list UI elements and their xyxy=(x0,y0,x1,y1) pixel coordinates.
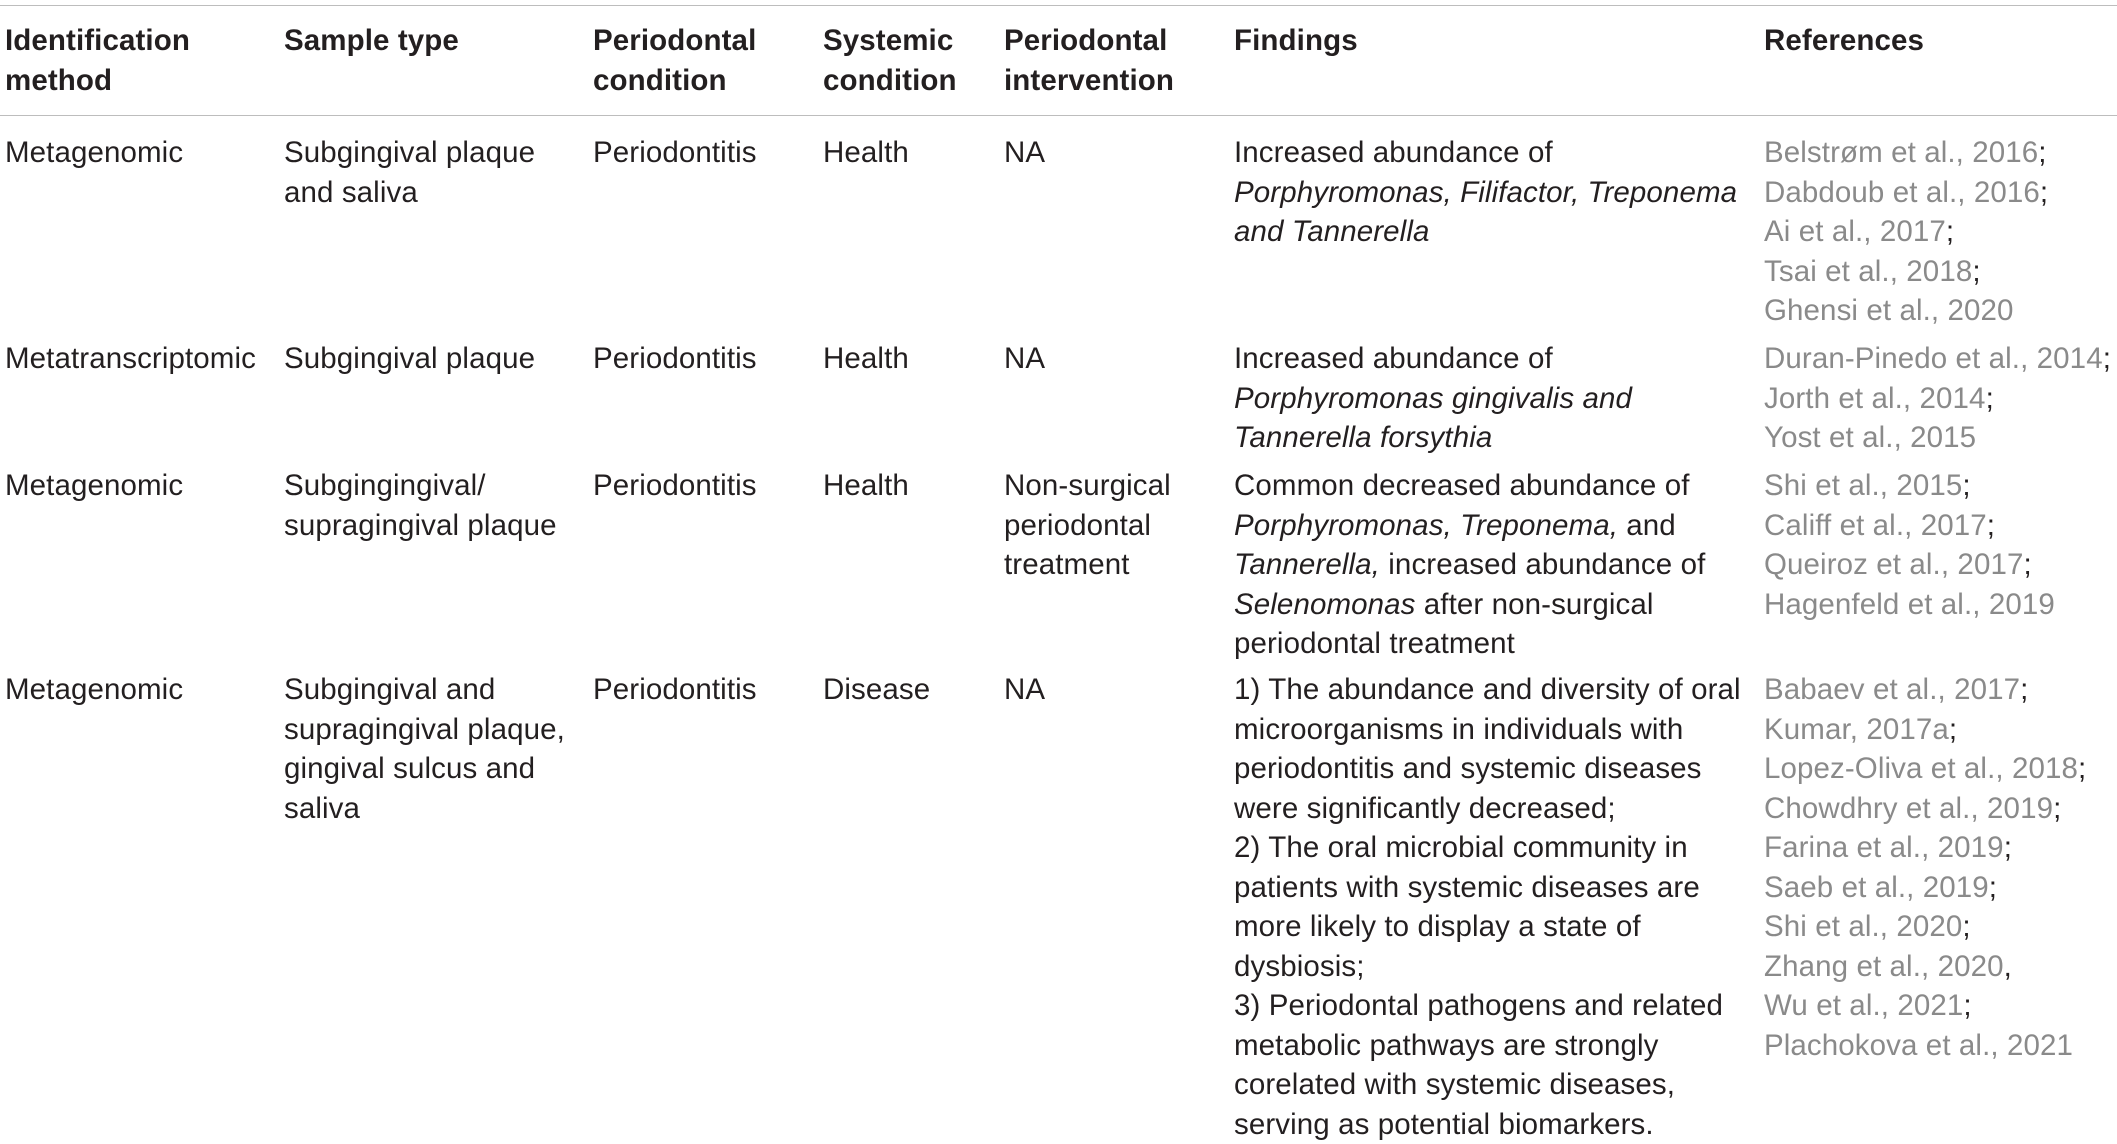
findings-line xyxy=(1234,986,1741,1026)
cell-references xyxy=(1764,466,2055,624)
findings-text: after non-surgical xyxy=(1416,588,1654,621)
cell-line: gingival sulcus and xyxy=(284,749,565,789)
findings-line xyxy=(1234,1065,1741,1105)
reference-link[interactable]: Queiroz et al., 2017 xyxy=(1764,548,2023,581)
reference-separator: ; xyxy=(1986,382,1994,415)
cell-references xyxy=(1764,670,2086,1065)
findings-line xyxy=(1234,624,1705,664)
findings-text: more likely to display a state of xyxy=(1234,910,1641,943)
reference-line xyxy=(1764,506,2055,546)
cell-systemic-condition xyxy=(823,670,930,710)
reference-line xyxy=(1764,947,2086,987)
cell-line: supragingival plaque, xyxy=(284,710,565,750)
cell-method xyxy=(5,339,256,379)
reference-link[interactable]: Kumar, 2017a xyxy=(1764,713,1949,746)
table-header-rule xyxy=(0,115,2117,116)
column-header-refs xyxy=(1764,21,1924,61)
reference-link[interactable]: Tsai et al., 2018 xyxy=(1764,255,1972,288)
findings-line xyxy=(1234,789,1741,829)
cell-periodontal-condition xyxy=(593,670,757,710)
reference-line xyxy=(1764,545,2055,585)
cell-line: NA xyxy=(1004,133,1045,173)
cell-line: Health xyxy=(823,133,909,173)
findings-text: were significantly decreased; xyxy=(1234,792,1616,825)
cell-method xyxy=(5,133,183,173)
cell-sample-type xyxy=(284,339,535,379)
cell-systemic-condition xyxy=(823,339,909,379)
findings-line xyxy=(1234,828,1741,868)
cell-periodontal-condition xyxy=(593,339,757,379)
reference-link[interactable]: Lopez-Oliva et al., 2018 xyxy=(1764,752,2078,785)
header-line: method xyxy=(5,61,190,101)
reference-line xyxy=(1764,986,2086,1026)
cell-line: supragingival plaque xyxy=(284,506,557,546)
cell-line: Subgingingival/ xyxy=(284,466,557,506)
findings-line xyxy=(1234,339,1632,379)
cell-line: Subgingival plaque xyxy=(284,339,535,379)
reference-link[interactable]: Ghensi et al., 2020 xyxy=(1764,294,2014,327)
findings-text: Increased abundance of xyxy=(1234,136,1553,169)
findings-line xyxy=(1234,466,1705,506)
reference-line xyxy=(1764,907,2086,947)
taxon-name: Tannerella forsythia xyxy=(1234,421,1492,454)
taxon-name: Porphyromonas gingivalis and xyxy=(1234,382,1632,415)
reference-link[interactable]: Saeb et al., 2019 xyxy=(1764,871,1989,904)
reference-separator: ; xyxy=(2004,831,2012,864)
reference-separator: ; xyxy=(1962,469,1970,502)
cell-line: NA xyxy=(1004,670,1045,710)
cell-findings xyxy=(1234,670,1741,1144)
reference-line xyxy=(1764,585,2055,625)
reference-separator: ; xyxy=(1946,215,1954,248)
findings-line xyxy=(1234,1105,1741,1144)
cell-periodontal-condition xyxy=(593,466,757,506)
cell-sample-type xyxy=(284,133,535,212)
cell-sample-type xyxy=(284,670,565,828)
cell-line: periodontal xyxy=(1004,506,1171,546)
reference-line xyxy=(1764,379,2111,419)
reference-link[interactable]: Hagenfeld et al., 2019 xyxy=(1764,588,2055,621)
taxon-name: Selenomonas xyxy=(1234,588,1416,621)
reference-separator: ; xyxy=(1989,871,1997,904)
cell-periodontal-intervention xyxy=(1004,670,1045,710)
reference-link[interactable]: Dabdoub et al., 2016 xyxy=(1764,176,2040,209)
findings-line xyxy=(1234,379,1632,419)
cell-line: Health xyxy=(823,466,909,506)
reference-link[interactable]: Yost et al., 2015 xyxy=(1764,421,1976,454)
taxon-name: Porphyromonas, Treponema, xyxy=(1234,509,1618,542)
reference-line xyxy=(1764,212,2048,252)
reference-separator: ; xyxy=(1972,255,1980,288)
reference-link[interactable]: Wu et al., 2021 xyxy=(1764,989,1963,1022)
column-header-intervention xyxy=(1004,21,1174,100)
findings-line xyxy=(1234,418,1632,458)
findings-line xyxy=(1234,670,1741,710)
cell-line: Periodontitis xyxy=(593,133,757,173)
findings-text: Increased abundance of xyxy=(1234,342,1553,375)
reference-link[interactable]: Shi et al., 2020 xyxy=(1764,910,1962,943)
reference-line xyxy=(1764,789,2086,829)
findings-line xyxy=(1234,1026,1741,1066)
findings-line xyxy=(1234,506,1705,546)
reference-line xyxy=(1764,828,2086,868)
reference-line xyxy=(1764,252,2048,292)
reference-separator: ; xyxy=(2040,176,2048,209)
reference-line xyxy=(1764,291,2048,331)
findings-text: periodontitis and systemic diseases xyxy=(1234,752,1702,785)
reference-line xyxy=(1764,133,2048,173)
cell-periodontal-intervention xyxy=(1004,133,1045,173)
taxon-name: Tannerella, xyxy=(1234,548,1380,581)
cell-line: and saliva xyxy=(284,173,535,213)
header-line: Identification xyxy=(5,21,190,61)
taxon-name: and Tannerella xyxy=(1234,215,1430,248)
cell-findings xyxy=(1234,133,1737,252)
cell-line: Non-surgical xyxy=(1004,466,1171,506)
reference-link[interactable]: Chowdhry et al., 2019 xyxy=(1764,792,2053,825)
reference-link[interactable]: Babaev et al., 2017 xyxy=(1764,673,2020,706)
reference-link[interactable]: Farina et al., 2019 xyxy=(1764,831,2004,864)
column-header-findings xyxy=(1234,21,1358,61)
reference-link[interactable]: Duran-Pinedo et al., 2014 xyxy=(1764,342,2103,375)
findings-text: 1) The abundance and diversity of oral xyxy=(1234,673,1741,706)
findings-line xyxy=(1234,173,1737,213)
reference-link[interactable]: Plachokova et al., 2021 xyxy=(1764,1029,2073,1062)
reference-separator: ; xyxy=(1949,713,1957,746)
findings-text: dysbiosis; xyxy=(1234,950,1365,983)
findings-text: increased abundance of xyxy=(1380,548,1705,581)
reference-line xyxy=(1764,339,2111,379)
column-header-sample xyxy=(284,21,459,61)
header-line: References xyxy=(1764,21,1924,61)
header-line: Periodontal xyxy=(1004,21,1174,61)
reference-line xyxy=(1764,418,2111,458)
findings-text: periodontal treatment xyxy=(1234,627,1515,660)
findings-line xyxy=(1234,710,1741,750)
reference-line xyxy=(1764,466,2055,506)
cell-periodontal-intervention xyxy=(1004,339,1045,379)
cell-line: Periodontitis xyxy=(593,670,757,710)
reference-separator: ; xyxy=(2038,136,2046,169)
cell-findings xyxy=(1234,466,1705,664)
cell-line: Periodontitis xyxy=(593,466,757,506)
cell-line: Subgingival plaque xyxy=(284,133,535,173)
cell-line: Metagenomic xyxy=(5,133,183,173)
header-line: Findings xyxy=(1234,21,1358,61)
reference-separator: ; xyxy=(2103,342,2111,375)
reference-link[interactable]: Shi et al., 2015 xyxy=(1764,469,1962,502)
reference-link[interactable]: Ai et al., 2017 xyxy=(1764,215,1946,248)
cell-method xyxy=(5,466,183,506)
findings-line xyxy=(1234,133,1737,173)
cell-line: Health xyxy=(823,339,909,379)
cell-periodontal-intervention xyxy=(1004,466,1171,585)
findings-line xyxy=(1234,212,1737,252)
findings-text: corelated with systemic diseases, xyxy=(1234,1068,1675,1101)
findings-text: microorganisms in individuals with xyxy=(1234,713,1683,746)
header-line: condition xyxy=(593,61,756,101)
reference-separator: , xyxy=(2004,950,2012,983)
header-line: Systemic xyxy=(823,21,957,61)
table-top-rule xyxy=(0,5,2117,6)
reference-line xyxy=(1764,173,2048,213)
findings-text: Common decreased abundance of xyxy=(1234,469,1690,502)
header-line: intervention xyxy=(1004,61,1174,101)
cell-references xyxy=(1764,339,2111,458)
findings-text: 3) Periodontal pathogens and related xyxy=(1234,989,1723,1022)
cell-sample-type xyxy=(284,466,557,545)
column-header-method xyxy=(5,21,190,100)
cell-systemic-condition xyxy=(823,466,909,506)
reference-link[interactable]: Califf et al., 2017 xyxy=(1764,509,1987,542)
header-line: Sample type xyxy=(284,21,459,61)
reference-separator: ; xyxy=(1962,910,1970,943)
findings-line xyxy=(1234,907,1741,947)
cell-line: saliva xyxy=(284,789,565,829)
reference-separator: ; xyxy=(2078,752,2086,785)
cell-findings xyxy=(1234,339,1632,458)
reference-separator: ; xyxy=(2020,673,2028,706)
cell-line: treatment xyxy=(1004,545,1171,585)
findings-line xyxy=(1234,868,1741,908)
reference-line xyxy=(1764,749,2086,789)
header-line: condition xyxy=(823,61,957,101)
header-line: Periodontal xyxy=(593,21,756,61)
cell-periodontal-condition xyxy=(593,133,757,173)
cell-line: Periodontitis xyxy=(593,339,757,379)
reference-separator: ; xyxy=(1987,509,1995,542)
findings-text: serving as potential biomarkers. xyxy=(1234,1108,1654,1141)
cell-line: Subgingival and xyxy=(284,670,565,710)
taxon-name: Porphyromonas, Filifactor, Treponema xyxy=(1234,176,1737,209)
cell-line: Disease xyxy=(823,670,930,710)
reference-link[interactable]: Belstrøm et al., 2016 xyxy=(1764,136,2038,169)
findings-line xyxy=(1234,947,1741,987)
cell-line: Metagenomic xyxy=(5,466,183,506)
reference-separator: ; xyxy=(1963,989,1971,1022)
cell-method xyxy=(5,670,183,710)
reference-line xyxy=(1764,710,2086,750)
reference-line xyxy=(1764,868,2086,908)
findings-text: metabolic pathways are strongly xyxy=(1234,1029,1659,1062)
findings-line xyxy=(1234,585,1705,625)
reference-link[interactable]: Zhang et al., 2020 xyxy=(1764,950,2004,983)
column-header-systemic xyxy=(823,21,957,100)
cell-references xyxy=(1764,133,2048,331)
findings-line xyxy=(1234,545,1705,585)
column-header-perio xyxy=(593,21,756,100)
cell-systemic-condition xyxy=(823,133,909,173)
cell-line: Metagenomic xyxy=(5,670,183,710)
reference-separator: ; xyxy=(2053,792,2061,825)
findings-text: and xyxy=(1618,509,1676,542)
findings-text: patients with systemic diseases are xyxy=(1234,871,1700,904)
cell-line: NA xyxy=(1004,339,1045,379)
findings-text: 2) The oral microbial community in xyxy=(1234,831,1688,864)
findings-line xyxy=(1234,749,1741,789)
reference-separator: ; xyxy=(2023,548,2031,581)
reference-link[interactable]: Jorth et al., 2014 xyxy=(1764,382,1986,415)
cell-line: Metatranscriptomic xyxy=(5,339,256,379)
reference-line xyxy=(1764,670,2086,710)
reference-line xyxy=(1764,1026,2086,1066)
